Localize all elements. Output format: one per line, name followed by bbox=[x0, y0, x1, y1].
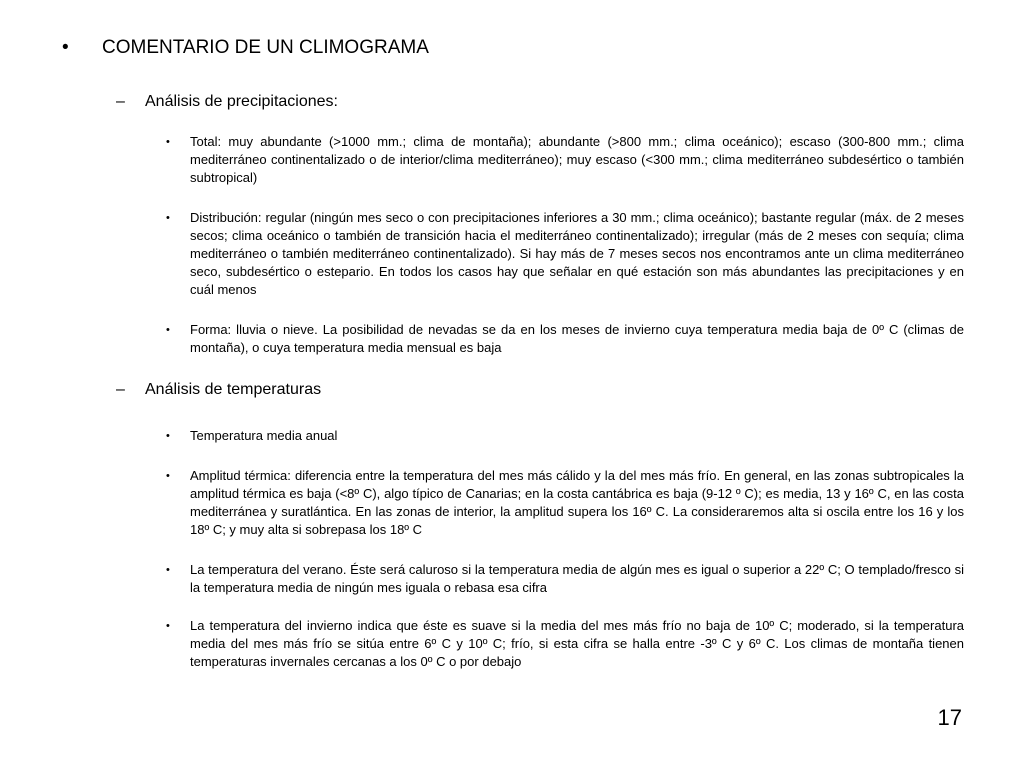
section-dash: – bbox=[116, 93, 125, 110]
page-number: 17 bbox=[937, 705, 962, 730]
bullet-item-total bbox=[166, 133, 964, 187]
item-text: Total: muy abundante (>1000 mm.; clima de montaña); abundante (>800 mm.; clima oceánico); escaso (300-800 mm.; clima mediterráneo continentalizado o de interior/clima mediterráneo); muy escaso (<300 mm.; clima mediterráneo subdesértico o también subtropical) bbox=[190, 134, 964, 185]
item-text: Forma: lluvia o nieve. La posibilidad de nevadas se da en los meses de invierno cuya temperatura media baja de 0º C (climas de montaña), o cuya temperatura media mensual es baja bbox=[190, 322, 964, 355]
item-bullet: • bbox=[166, 564, 170, 576]
item-text: La temperatura del invierno indica que éste es suave si la media del mes más frío no baja de 10º C; moderado, si la temperatura media del mes más frío se sitúa entre 6º C y 10º C; frío, si esta cifra se halla entre -3º C y 6º C. Los climas de montaña tienen temperaturas invernales cercanas a los 0º C o por debajo bbox=[190, 618, 964, 669]
section-heading-text: Análisis de precipitaciones: bbox=[145, 93, 338, 110]
item-text: Distribución: regular (ningún mes seco o con precipitaciones inferiores a 30 mm.; clima oceánico); bastante regular (máx. de 2 meses secos; clima oceánico o también de transición hacia el mediterráneo continentalizado); irregular (más de 2 meses con sequía; clima mediterráneo o también mediterráneo continentalizado). Si hay más de 7 meses secos nos encontramos ante un clima mediterráneo seco, subdesértico o estepario. En todos los casos hay que señalar en qué estación son más abundantes las precipitaciones y en cuál menos bbox=[190, 210, 964, 297]
bullet-item-distribucion bbox=[166, 209, 964, 299]
item-text: Amplitud térmica: diferencia entre la temperatura del mes más cálido y la del mes más frío. En general, en las zonas subtropicales la amplitud térmica es baja (<8º C), algo típico de Canarias; en la costa cantábrica es baja (9-12 º C); es media, 13 y 16º C, en las costa mediterránea y suratlántica. En las zonas de interior, la amplitud supera los 16º C. La consideraremos alta si oscila entre los 16 y los 18º C; y muy alta si sobrepasa los 18º C bbox=[190, 468, 964, 537]
bullet-item-amplitud-termica bbox=[166, 467, 964, 539]
item-bullet: • bbox=[166, 212, 170, 224]
bullet-item-verano bbox=[166, 561, 964, 597]
item-bullet: • bbox=[166, 470, 170, 482]
item-text: Temperatura media anual bbox=[190, 428, 338, 443]
item-bullet: • bbox=[166, 324, 170, 336]
item-bullet: • bbox=[166, 430, 170, 442]
item-bullet: • bbox=[166, 136, 170, 148]
bullet-item-temperatura-media bbox=[166, 427, 964, 445]
item-bullet: • bbox=[166, 620, 170, 632]
bullet-item-invierno bbox=[166, 617, 964, 671]
bullet-item-forma bbox=[166, 321, 964, 357]
title-bullet: • bbox=[62, 37, 69, 58]
section-dash: – bbox=[116, 381, 125, 398]
item-text: La temperatura del verano. Éste será caluroso si la temperatura media de algún mes es igual o superior a 22º C; O templado/fresco si la temperatura media de ningún mes iguala o rebasa esa cifra bbox=[190, 562, 964, 595]
title-text: COMENTARIO DE UN CLIMOGRAMA bbox=[102, 37, 429, 58]
section-heading-text: Análisis de temperaturas bbox=[145, 381, 322, 398]
